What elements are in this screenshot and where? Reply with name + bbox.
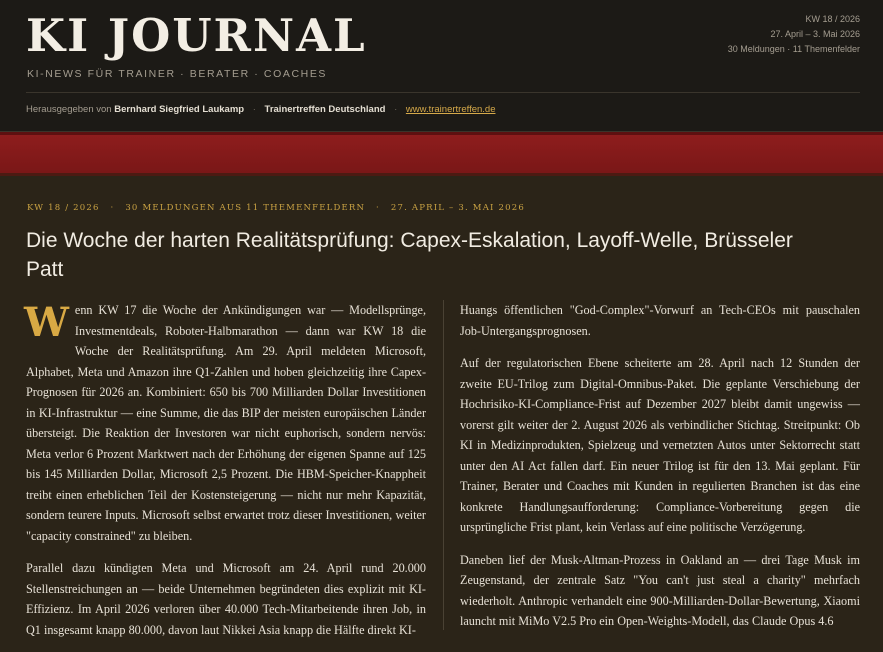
separator-dot: ·	[252, 104, 256, 115]
column-left	[26, 300, 426, 652]
publisher-name: Bernhard Siegfried Laukamp	[114, 104, 245, 115]
column-right	[460, 300, 860, 644]
paragraph-text: enn KW 17 die Woche der Ankündigungen war — Modellsprünge, Investmentdeals, Roboter-Halbmarathon — dann war KW 18 die Woche der Realitätsprüfung. Am 29. April meldeten Microsoft, Alphabet, Meta und Amazon ihre Q1-Zahlen und hoben gleichzeitig ihre Capex-Prognosen für 2026 an. Kombiniert: 650 bis 700 Milliarden Dollar Investitionen in KI-Infrastruktur — eine Summe, die das BIP der meisten europäischen Länder übersteigt. Die Reaktion der Investoren war nicht euphorisch, sondern nervös: Meta verlor 6 Prozent Marktwert nach der Erhöhung der eigenen Spanne auf 125 bis 145 Milliarden Dollar, Microsoft 2,5 Prozent. Die HBM-Speicher-Knappheit treibt einen erheblichen Teil der Kostensteigerung — nicht nur mehr Kapazität, sondern teurere Inputs. Microsoft selbst erwartet trotz dieser Investitionen, weiter "capacity constrained" zu bleiben.	[26, 303, 426, 543]
separator-dot: ·	[394, 104, 398, 115]
kicker-dates: 27. APRIL – 3. MAI 2026	[390, 203, 525, 213]
issue-dates: 27. April – 3. Mai 2026	[770, 29, 860, 39]
paragraph: Auf der regulatorischen Ebene scheiterte am 28. April nach 12 Stunden der zweite EU-Trilog zum Digital-Omnibus-Paket. Die geplante Verschiebung der Hochrisiko-KI-Compliance-Frist auf Dezember 2027 bleibt damit ungewiss — vorerst gilt weiter der 2. August 2026 als verbindlicher Stichtag. Streitpunkt: Ob KI in Medizinprodukten, Spielzeug und vernetzten Autos unter Sektorrecht statt unter den AI Act fallen darf. Ein neuer Trilog ist für den 13. Mai geplant. Für Trainer, Berater und Coaches mit Kunden in regulierten Branchen ist das eine konkrete Handlungsaufforderung: Compliance-Vorbereitung gegen die ursprüngliche Frist plant, kein Verlass auf eine politische Verzögerung.	[460, 356, 860, 534]
paragraph	[26, 300, 426, 546]
decorative-band	[0, 132, 883, 176]
publisher-line	[26, 104, 495, 115]
separator-dot: ·	[376, 203, 380, 213]
publisher-prefix: Herausgegeben von	[26, 104, 112, 115]
issue-meta	[728, 12, 860, 57]
article-headline: Die Woche der harten Realitätsprüfung: Capex-Eskalation, Layoff-Welle, Brüsseler Patt	[26, 229, 793, 281]
site-tagline: KI-NEWS FÜR TRAINER · BERATER · COACHES	[27, 68, 328, 80]
publisher-org: Trainertreffen Deutschland	[264, 104, 386, 115]
column-rule	[443, 300, 444, 630]
article-kicker	[27, 203, 525, 213]
drop-cap: W	[24, 299, 69, 346]
kicker-week: KW 18 / 2026	[27, 203, 100, 213]
publisher-link[interactable]: www.trainertreffen.de	[405, 104, 496, 115]
paragraph: Parallel dazu kündigten Meta und Microsoft am 24. April rund 20.000 Stellenstreichungen an — beide Unternehmen begründeten dies explizit mit KI-Effizienz. Im April 2026 verloren über 40.000 Tech-Mitarbeitende ihren Job, in Q1 insgesamt knapp 80.000, davon laut Nikkei Asia knapp die Hälfte direkt KI-	[26, 561, 426, 637]
header-divider	[26, 92, 860, 93]
paragraph: Huangs öffentlichen "God-Complex"-Vorwurf an Tech-CEOs mit pauschalen Job-Untergangsprognosen.	[460, 303, 860, 338]
issue-counts: 30 Meldungen · 11 Themenfelder	[727, 44, 860, 54]
site-title[interactable]: KI JOURNAL	[26, 9, 367, 62]
site-header	[0, 0, 883, 132]
kicker-counts: 30 MELDUNGEN AUS 11 THEMENFELDERN	[125, 203, 366, 213]
paragraph: Daneben lief der Musk-Altman-Prozess in Oakland an — drei Tage Musk im Zeugenstand, der zentrale Satz "You can't just steal a charity" mehrfach wiederholt. Anthropic verhandelt eine 900-Milliarden-Dollar-Bewertung, Xiaomi launcht mit MiMo V2.5 Pro ein Open-Weights-Modell, das Claude Opus 4.6	[460, 552, 860, 628]
issue-week: KW 18 / 2026	[805, 14, 860, 24]
separator-dot: ·	[110, 203, 115, 213]
